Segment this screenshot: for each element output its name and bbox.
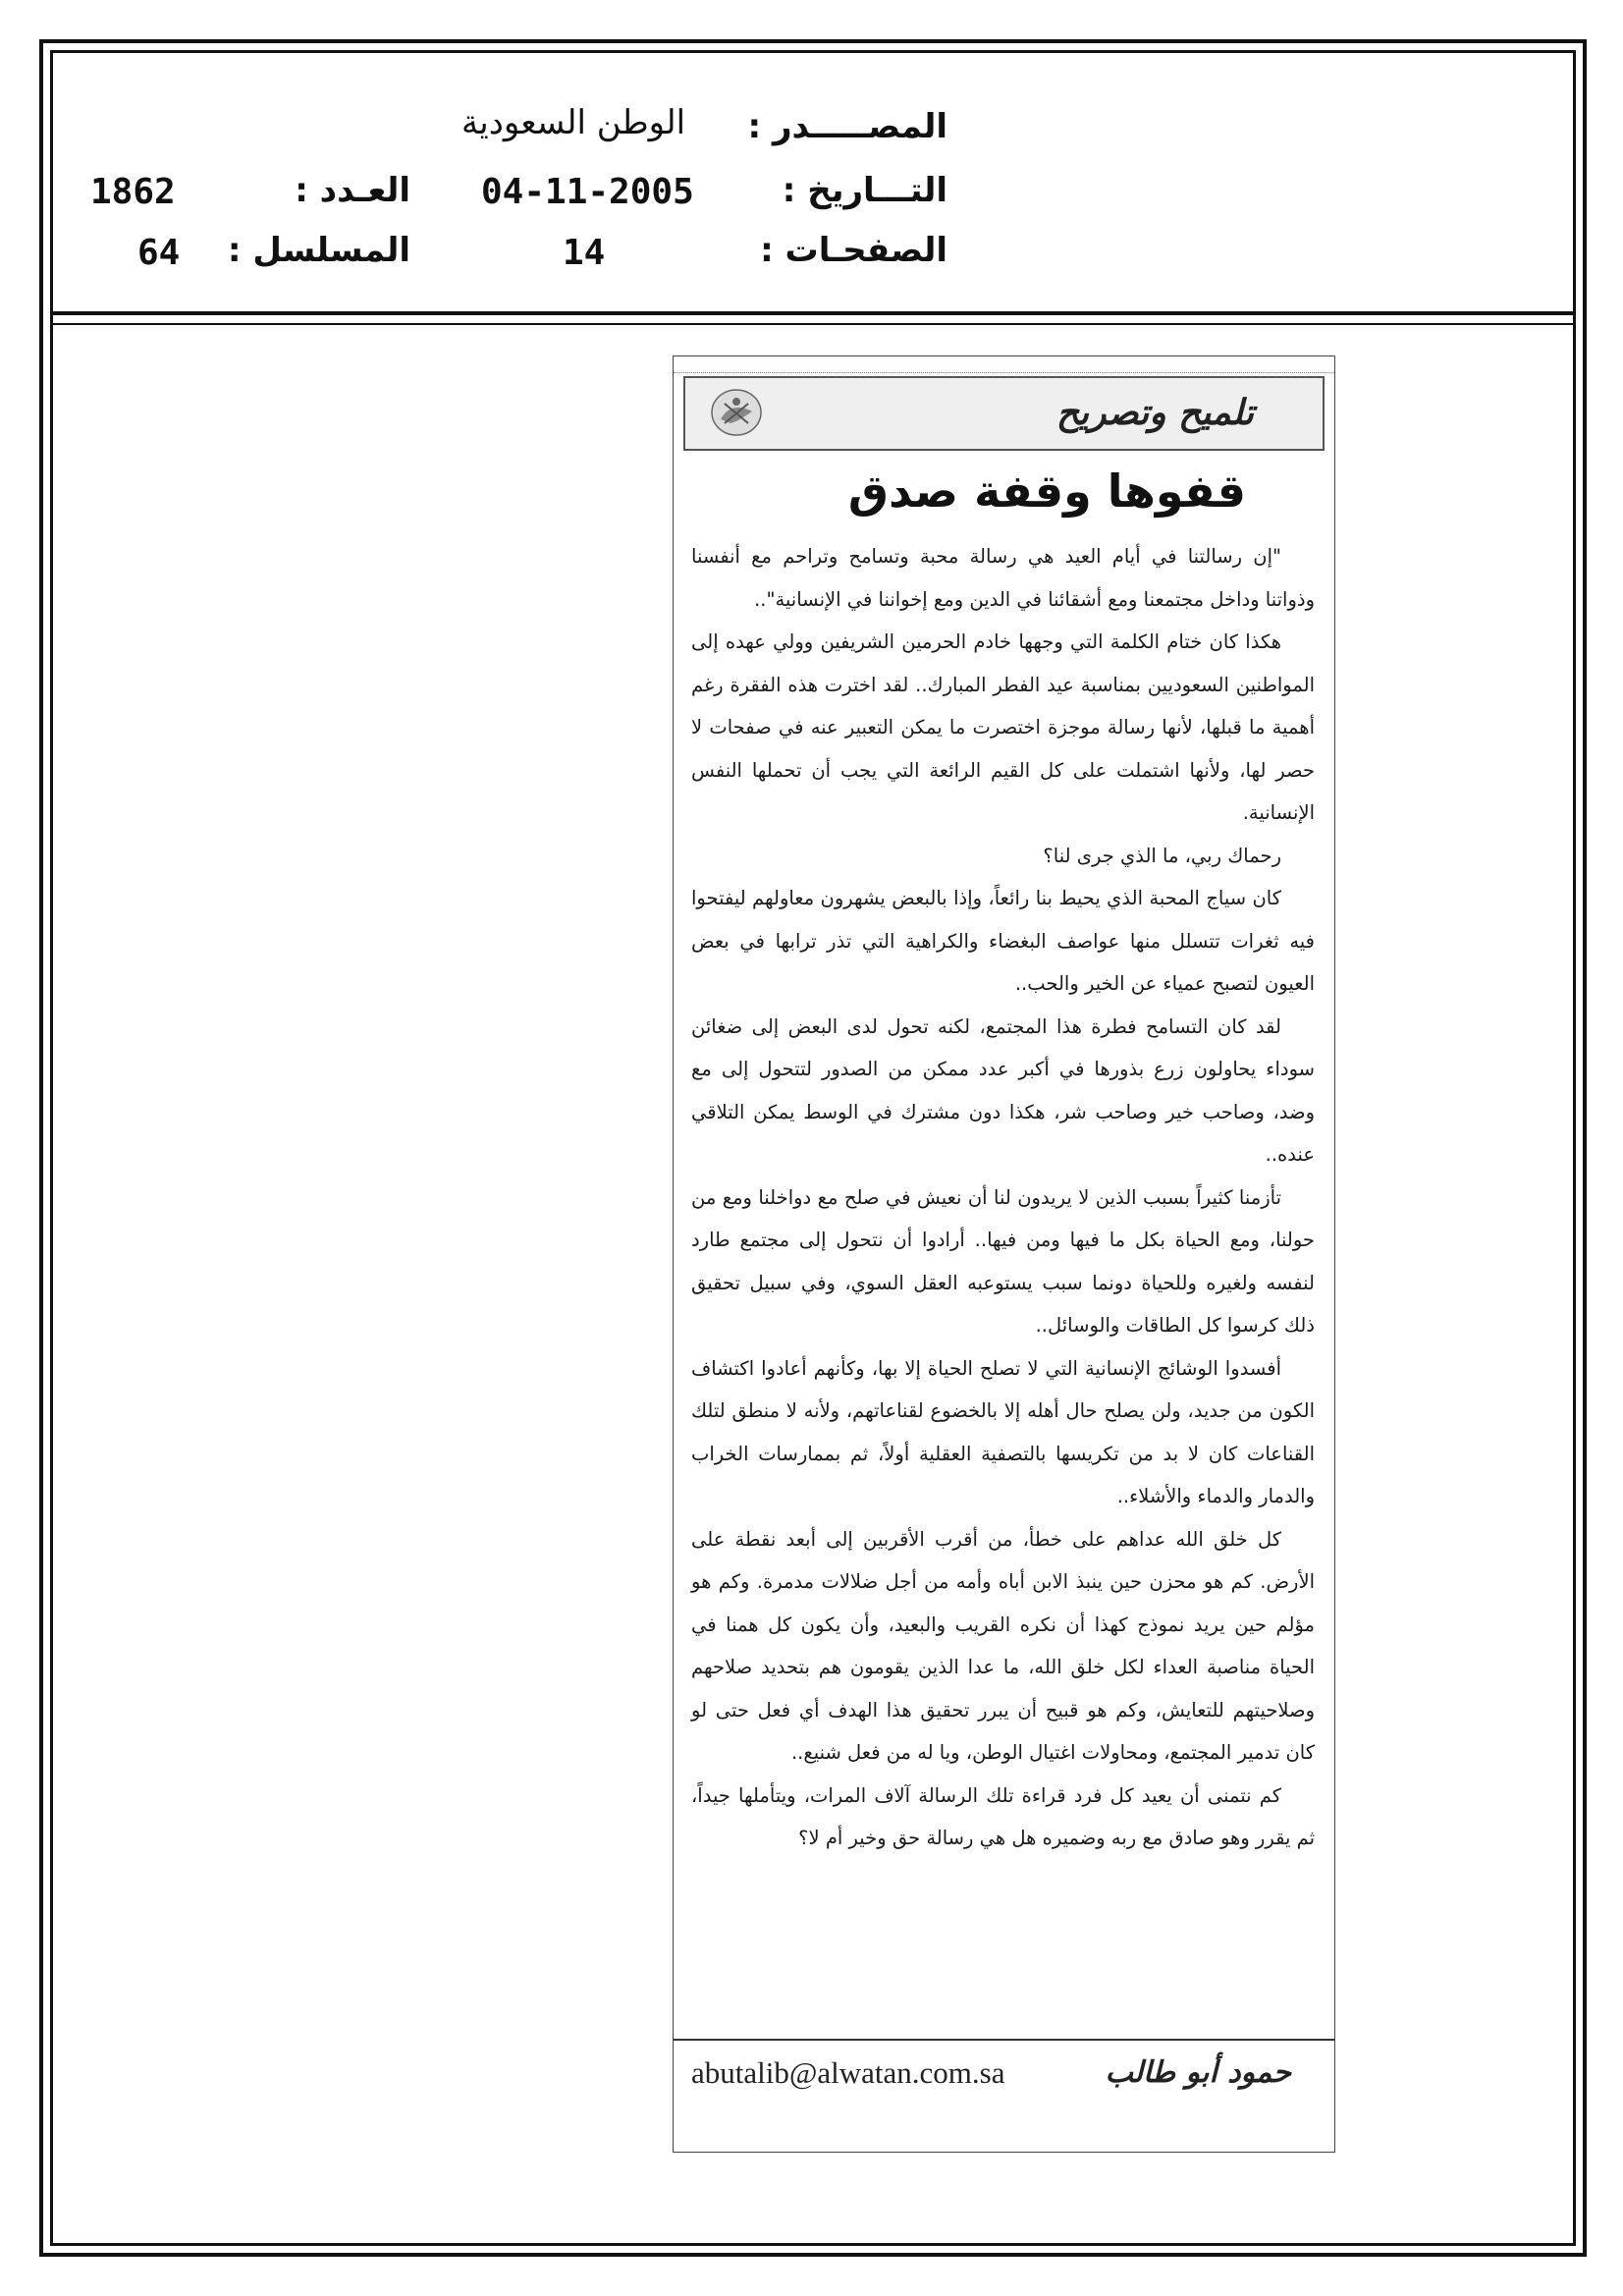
date-label: التـــاريخ :	[782, 171, 947, 210]
article-paragraph: هكذا كان ختام الكلمة التي وجهها خادم الحرمين الشريفين وولي عهده إلى المواطنين السعوديين بمناسبة عيد الفطر المبارك.. لقد اخترت هذه الفقرة رغم أهمية ما قبلها، لأنها رسالة موجزة اختصرت ما يمكن التعبير عنه في صفحات لا حصر لها، ولأنها اشتملت على كل القيم الرائعة التي يجب أن تحملها النفس الإنسانية.	[691, 630, 1315, 824]
article-paragraph: تأزمنا كثيراً بسبب الذين لا يريدون لنا أن نعيش في صلح مع دواخلنا ومع من حولنا، ومع الحياة بكل ما فيها ومن فيها.. أرادوا أن نتحول إلى مجتمع طارد لنفسه ولغيره وللحياة دونما سبب يستوعبه العقل السوي، وفي سبيل تحقيق ذلك كرسوا كل الطاقات والوسائل..	[691, 1185, 1315, 1337]
author-email: abutalib@alwatan.com.sa	[691, 2055, 1005, 2090]
article-clipping	[673, 355, 1335, 2153]
article-headline: قفوها وقفة صدق	[847, 465, 1246, 518]
source-value: الوطن السعودية	[461, 103, 686, 142]
article-paragraph: كل خلق الله عداهم على خطأ، من أقرب الأقربين إلى أبعد نقطة على الأرض. كم هو محزن حين ينبذ الابن أباه وأمه من أجل ضلالات مدمرة. وكم هو مؤلم حين يريد نموذج كهذا أن نكره القريب والبعيد، وأن يكون كل همنا في الحياة مناصبة العداء لكل خلق الله، ما عدا الذين يقومون هم بتحديد صلاحهم وصلاحيتهم للتعايش، وكم هو قبيح أن يبرر تحقيق هذا الهدف أي فعل حتى لو كان تدمير المجتمع، ومحاولات اغتيال الوطن، ويا له من فعل شنيع..	[691, 1527, 1315, 1764]
pages-label: الصفحـات :	[760, 231, 947, 270]
date-value: 04-11-2005	[481, 172, 694, 212]
article-paragraph: كم نتمنى أن يعيد كل فرد قراءة تلك الرسالة آلاف المرات، ويتأملها جيداً، ثم يقرر وهو صادق مع ربه وضميره هل هي رسالة حق وخير أم لا؟	[691, 1783, 1315, 1849]
source-label: المصـــــدر :	[747, 107, 947, 146]
header-separator-thin	[50, 323, 1576, 325]
column-title: تلميح وتصريح	[1055, 392, 1254, 433]
article-body	[691, 535, 1315, 1860]
pages-value: 14	[563, 233, 606, 273]
clipping-top-edge	[674, 356, 1334, 373]
author-name: حمود أبو طالب	[1105, 2055, 1291, 2090]
header-separator	[50, 311, 1576, 315]
article-paragraph: لقد كان التسامح فطرة هذا المجتمع، لكنه تحول لدى البعض إلى ضغائن سوداء يحاولون زرع بذورها في أكبر عدد ممكن من الصدور لتتحول إلى مع وضد، وصاحب خير وصاحب شر، هكذا دون مشترك في الوسط يمكن التلاقي عنده..	[691, 1014, 1315, 1166]
article-paragraph: أفسدوا الوشائج الإنسانية التي لا تصلح الحياة إلا بها، وكأنهم أعادوا اكتشاف الكون من جديد، ولن يصلح حال أهله إلا بالخضوع لقناعاتهم، ولأنه لا منطق لتلك القناعات كان لا بد من تكريسها بالتصفية العقلية أولاً، ثم بممارسات الخراب والدمار والدماء والأشلاء..	[691, 1356, 1315, 1507]
serial-value: 64	[137, 233, 181, 273]
article-paragraph: "إن رسالتنا في أيام العيد هي رسالة محبة وتسامح وتراحم مع أنفسنا وذواتنا وداخل مجتمعنا ومع أشقائنا في الدين ومع إخواننا في الإنسانية"..	[691, 545, 1315, 611]
serial-label: المسلسل :	[227, 231, 410, 270]
issue-value: 1862	[90, 172, 176, 212]
article-paragraph: رحماك ربي، ما الذي جرى لنا؟	[1043, 844, 1281, 867]
column-banner	[683, 376, 1325, 451]
article-paragraph: كان سياج المحبة الذي يحيط بنا رائعاً، وإذا بالبعض يشهرون معاولهم ليفتحوا فيه ثغرات تتسلل منها عواصف البغضاء والكراهية التي تذر ترابها في بعض العيون لتصبح عمياء عن الخير والحب..	[691, 887, 1315, 995]
footer-separator	[674, 2039, 1334, 2041]
issue-label: العـدد :	[295, 171, 410, 210]
saudi-emblem-icon	[709, 386, 764, 439]
